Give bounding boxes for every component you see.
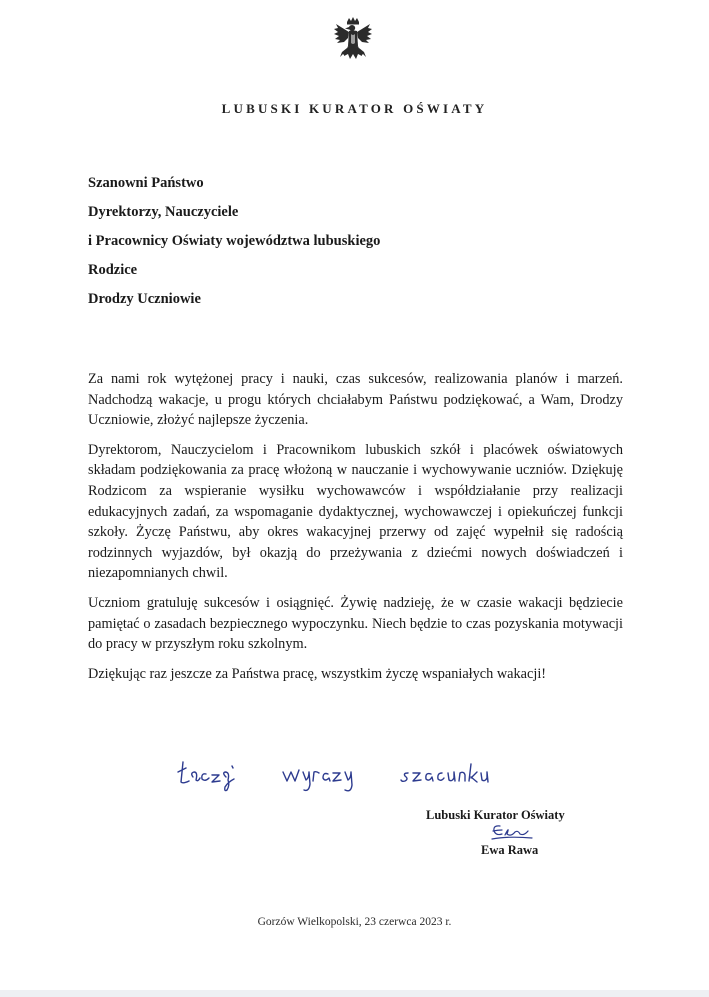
signature-name: Ewa Rawa xyxy=(481,843,539,857)
salutation-line: Rodzice xyxy=(88,262,138,278)
signature-title: Lubuski Kurator Oświaty xyxy=(426,808,565,822)
polish-white-eagle-emblem-icon xyxy=(332,16,374,72)
salutation-line: Szanowni Państwo xyxy=(88,175,204,191)
page-bottom-edge xyxy=(0,990,709,997)
body-paragraph: Dyrektorom, Nauczycielom i Pracownikom lubuskich szkół i placówek oświatowych składam podziękowania za pracę włożoną w nauczanie i wychowywanie uczniów. Dziękuję Rodzicom za wspieranie wysiłku wychowawców i współdziałanie przy realizacji edukacyjnych zadań, za wspomaganie dydaktycznej, wychowawczej i opiekuńczej funkcji szkoły. Życzę Państwu, aby okres wakacyjnej przerwy od zajęć wypełnił się radością rodzinnych wyjazdów, był okazją do przeżywania z dziećmi nowych doświadczeń i niezapomnianych chwil. xyxy=(88,441,623,582)
salutation-line: Dyrektorzy, Nauczyciele xyxy=(88,204,239,220)
body-paragraph: Za nami rok wytężonej pracy i nauki, czas sukcesów, realizowania planów i marzeń. Nadchodzą wakacje, u progu których chciałabym Państwu podziękować, a Wam, Drodzy Uczniowie, złożyć najlepsze życzenia. xyxy=(88,371,623,429)
salutation-line: i Pracownicy Oświaty województwa lubuskiego xyxy=(88,233,381,249)
handwritten-signature xyxy=(488,822,536,844)
body-paragraph: Uczniom gratuluję sukcesów i osiągnięć. Żywię nadzieję, że w czasie wakacji będziecie pamiętać o zasadach bezpiecznego wypoczynku. Niech będzie to czas pozyskania motywacji do pracy w przyszłym roku szkolnym. xyxy=(88,594,623,653)
handwritten-closing-note xyxy=(175,752,555,797)
place-date: Gorzów Wielkopolski, 23 czerwca 2023 r. xyxy=(257,916,452,928)
salutation-block xyxy=(88,175,608,320)
letter-body xyxy=(88,369,623,693)
body-paragraph: Dziękując raz jeszcze za Państwa pracę, wszystkim życzę wspaniałych wakacji! xyxy=(88,665,547,682)
institution-heading: LUBUSKI KURATOR OŚWIATY xyxy=(221,101,488,116)
salutation-line: Drodzy Uczniowie xyxy=(88,291,201,307)
